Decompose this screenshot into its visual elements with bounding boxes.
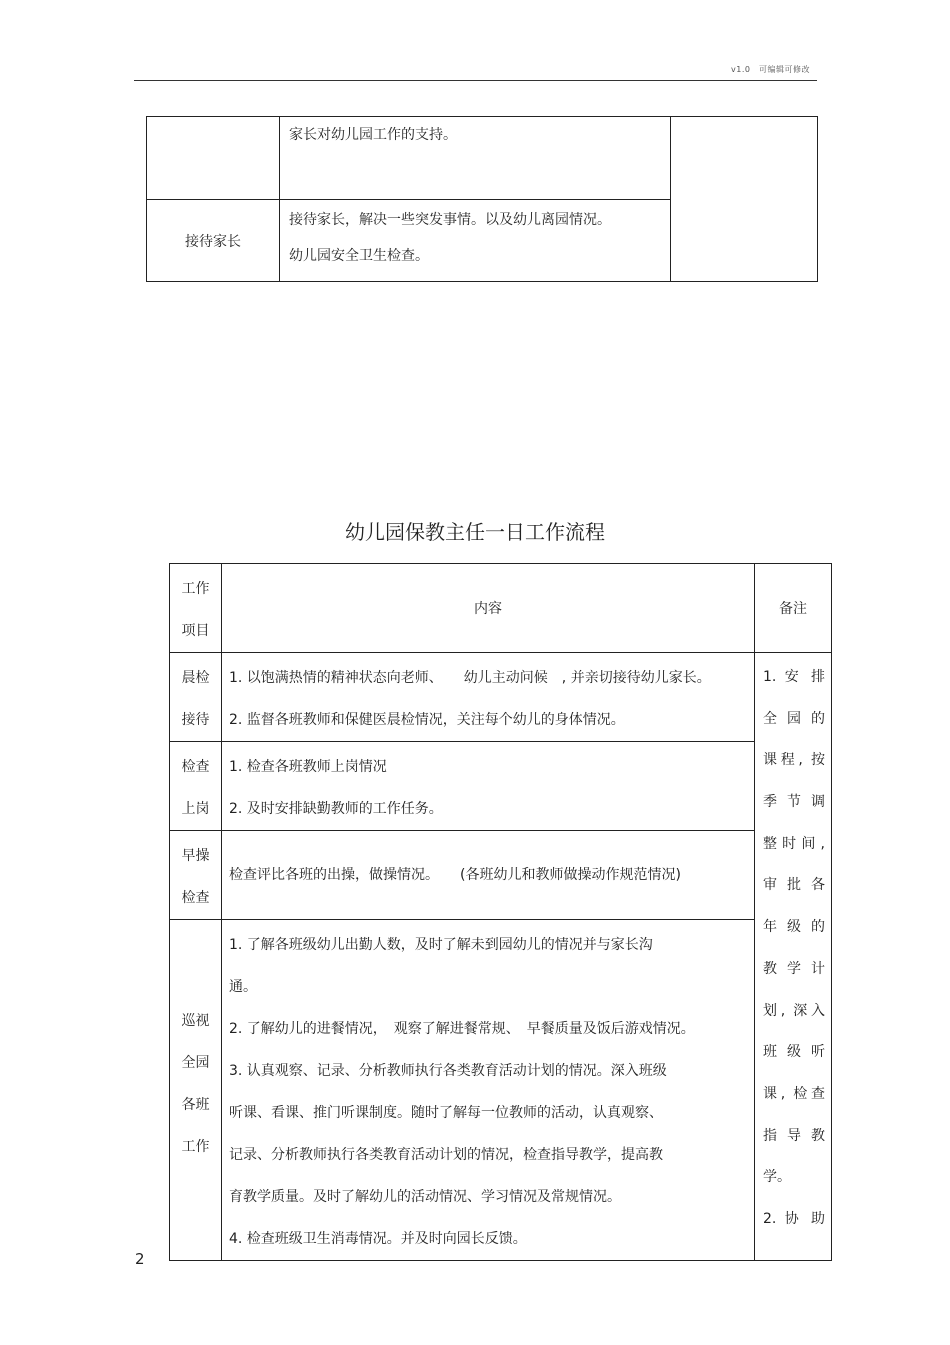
row-content xyxy=(222,742,755,831)
note-line: 班 级 听 xyxy=(763,1044,825,1061)
note-line: 季 节 调 xyxy=(763,794,825,811)
version-tag: v1.0 可编辑可修改 xyxy=(731,65,810,74)
content-line: 听课、看课、推门听课制度。随时了解每一位教师的活动，认真观察、 xyxy=(229,1105,663,1121)
row-item-line: 工作 xyxy=(181,1139,210,1155)
table-row xyxy=(170,653,832,742)
row-item-line: 巡视 xyxy=(181,1013,210,1029)
content-line: 幼儿园安全卫生检查。 xyxy=(289,248,429,264)
content-line: 通。 xyxy=(229,979,257,995)
row-label xyxy=(147,117,280,200)
note-line: 教 学 计 xyxy=(763,960,825,977)
row-label: 接待家长 xyxy=(147,200,280,282)
row-item-line: 晨检 xyxy=(181,670,210,686)
row-item-line: 全园 xyxy=(181,1055,210,1071)
row-item xyxy=(170,653,222,742)
note-line: 学。 xyxy=(763,1169,791,1186)
content-line: 4. 检查班级卫生消毒情况。并及时向园长反馈。 xyxy=(229,1231,527,1247)
header-content: 内容 xyxy=(222,564,755,653)
page-title: 幼儿园保教主任一日工作流程 xyxy=(345,520,605,544)
row-content xyxy=(280,117,671,200)
table-row xyxy=(170,742,832,831)
main-table xyxy=(169,563,832,1261)
content-line: 2. 及时安排缺勤教师的工作任务。 xyxy=(229,801,443,817)
content-line: 1. 以饱满热情的精神状态向老师、 幼儿主动问候 , 并亲切接待幼儿家长。 xyxy=(229,670,711,686)
row-content xyxy=(280,200,671,282)
content-line: 3. 认真观察、记录、分析教师执行各类教育活动计划的情况。深入班级 xyxy=(229,1063,667,1079)
row-item xyxy=(170,742,222,831)
row-item-line: 上岗 xyxy=(181,801,210,817)
content-line: 1. 检查各班教师上岗情况 xyxy=(229,759,387,775)
row-item xyxy=(170,920,222,1261)
remark-cell xyxy=(671,117,818,282)
content-line: 记录、分析教师执行各类教育活动计划的情况，检查指导教学，提高教 xyxy=(229,1147,663,1163)
row-item xyxy=(170,831,222,920)
top-table xyxy=(146,116,818,282)
note-line: 课, 检查 xyxy=(763,1085,825,1102)
content-line: 1. 了解各班级幼儿出勤人数，及时了解未到园幼儿的情况并与家长沟 xyxy=(229,937,653,953)
content-line: 检查评比各班的出操，做操情况。 (各班幼儿和教师做操动作规范情况) xyxy=(229,867,681,883)
header-rule xyxy=(134,80,817,81)
page-number: 2 xyxy=(135,1250,145,1268)
row-content xyxy=(222,653,755,742)
note-cell xyxy=(755,653,832,1261)
row-item-line: 检查 xyxy=(181,759,210,775)
header-item-line: 项目 xyxy=(181,623,210,639)
table-header-row xyxy=(170,564,832,653)
note-line: 整时间, xyxy=(763,835,825,852)
note-line: 全 园 的 xyxy=(763,710,825,727)
row-content xyxy=(222,831,755,920)
content-line: 2. 了解幼儿的进餐情况， 观察了解进餐常规、 早餐质量及饭后游戏情况。 xyxy=(229,1021,695,1037)
header-item-line: 工作 xyxy=(181,581,210,597)
content-line: 2. 监督各班教师和保健医晨检情况，关注每个幼儿的身体情况。 xyxy=(229,712,625,728)
row-item-line: 检查 xyxy=(181,890,210,906)
content-line: 育教学质量。及时了解幼儿的活动情况、学习情况及常规情况。 xyxy=(229,1189,621,1205)
table-row xyxy=(147,117,818,200)
row-content xyxy=(222,920,755,1261)
table-row xyxy=(170,831,832,920)
content-line: 家长对幼儿园工作的支持。 xyxy=(289,127,457,143)
note-line: 1. 安 排 xyxy=(763,669,825,685)
note-line: 课程, 按 xyxy=(763,752,825,769)
note-line: 划, 深入 xyxy=(763,1002,825,1019)
row-item-line: 各班 xyxy=(181,1097,210,1113)
row-item-line: 接待 xyxy=(181,712,210,728)
note-line: 审 批 各 xyxy=(763,877,825,894)
content-line: 接待家长，解决一些突发事情。以及幼儿离园情况。 xyxy=(289,212,611,228)
table-row xyxy=(170,920,832,1261)
row-item-line: 早操 xyxy=(181,848,210,864)
note-line: 年 级 的 xyxy=(763,919,825,936)
note-line: 指 导 教 xyxy=(763,1127,825,1144)
header-note: 备注 xyxy=(755,564,832,653)
note-line: 2. 协 助 xyxy=(763,1210,825,1227)
header-item xyxy=(170,564,222,653)
